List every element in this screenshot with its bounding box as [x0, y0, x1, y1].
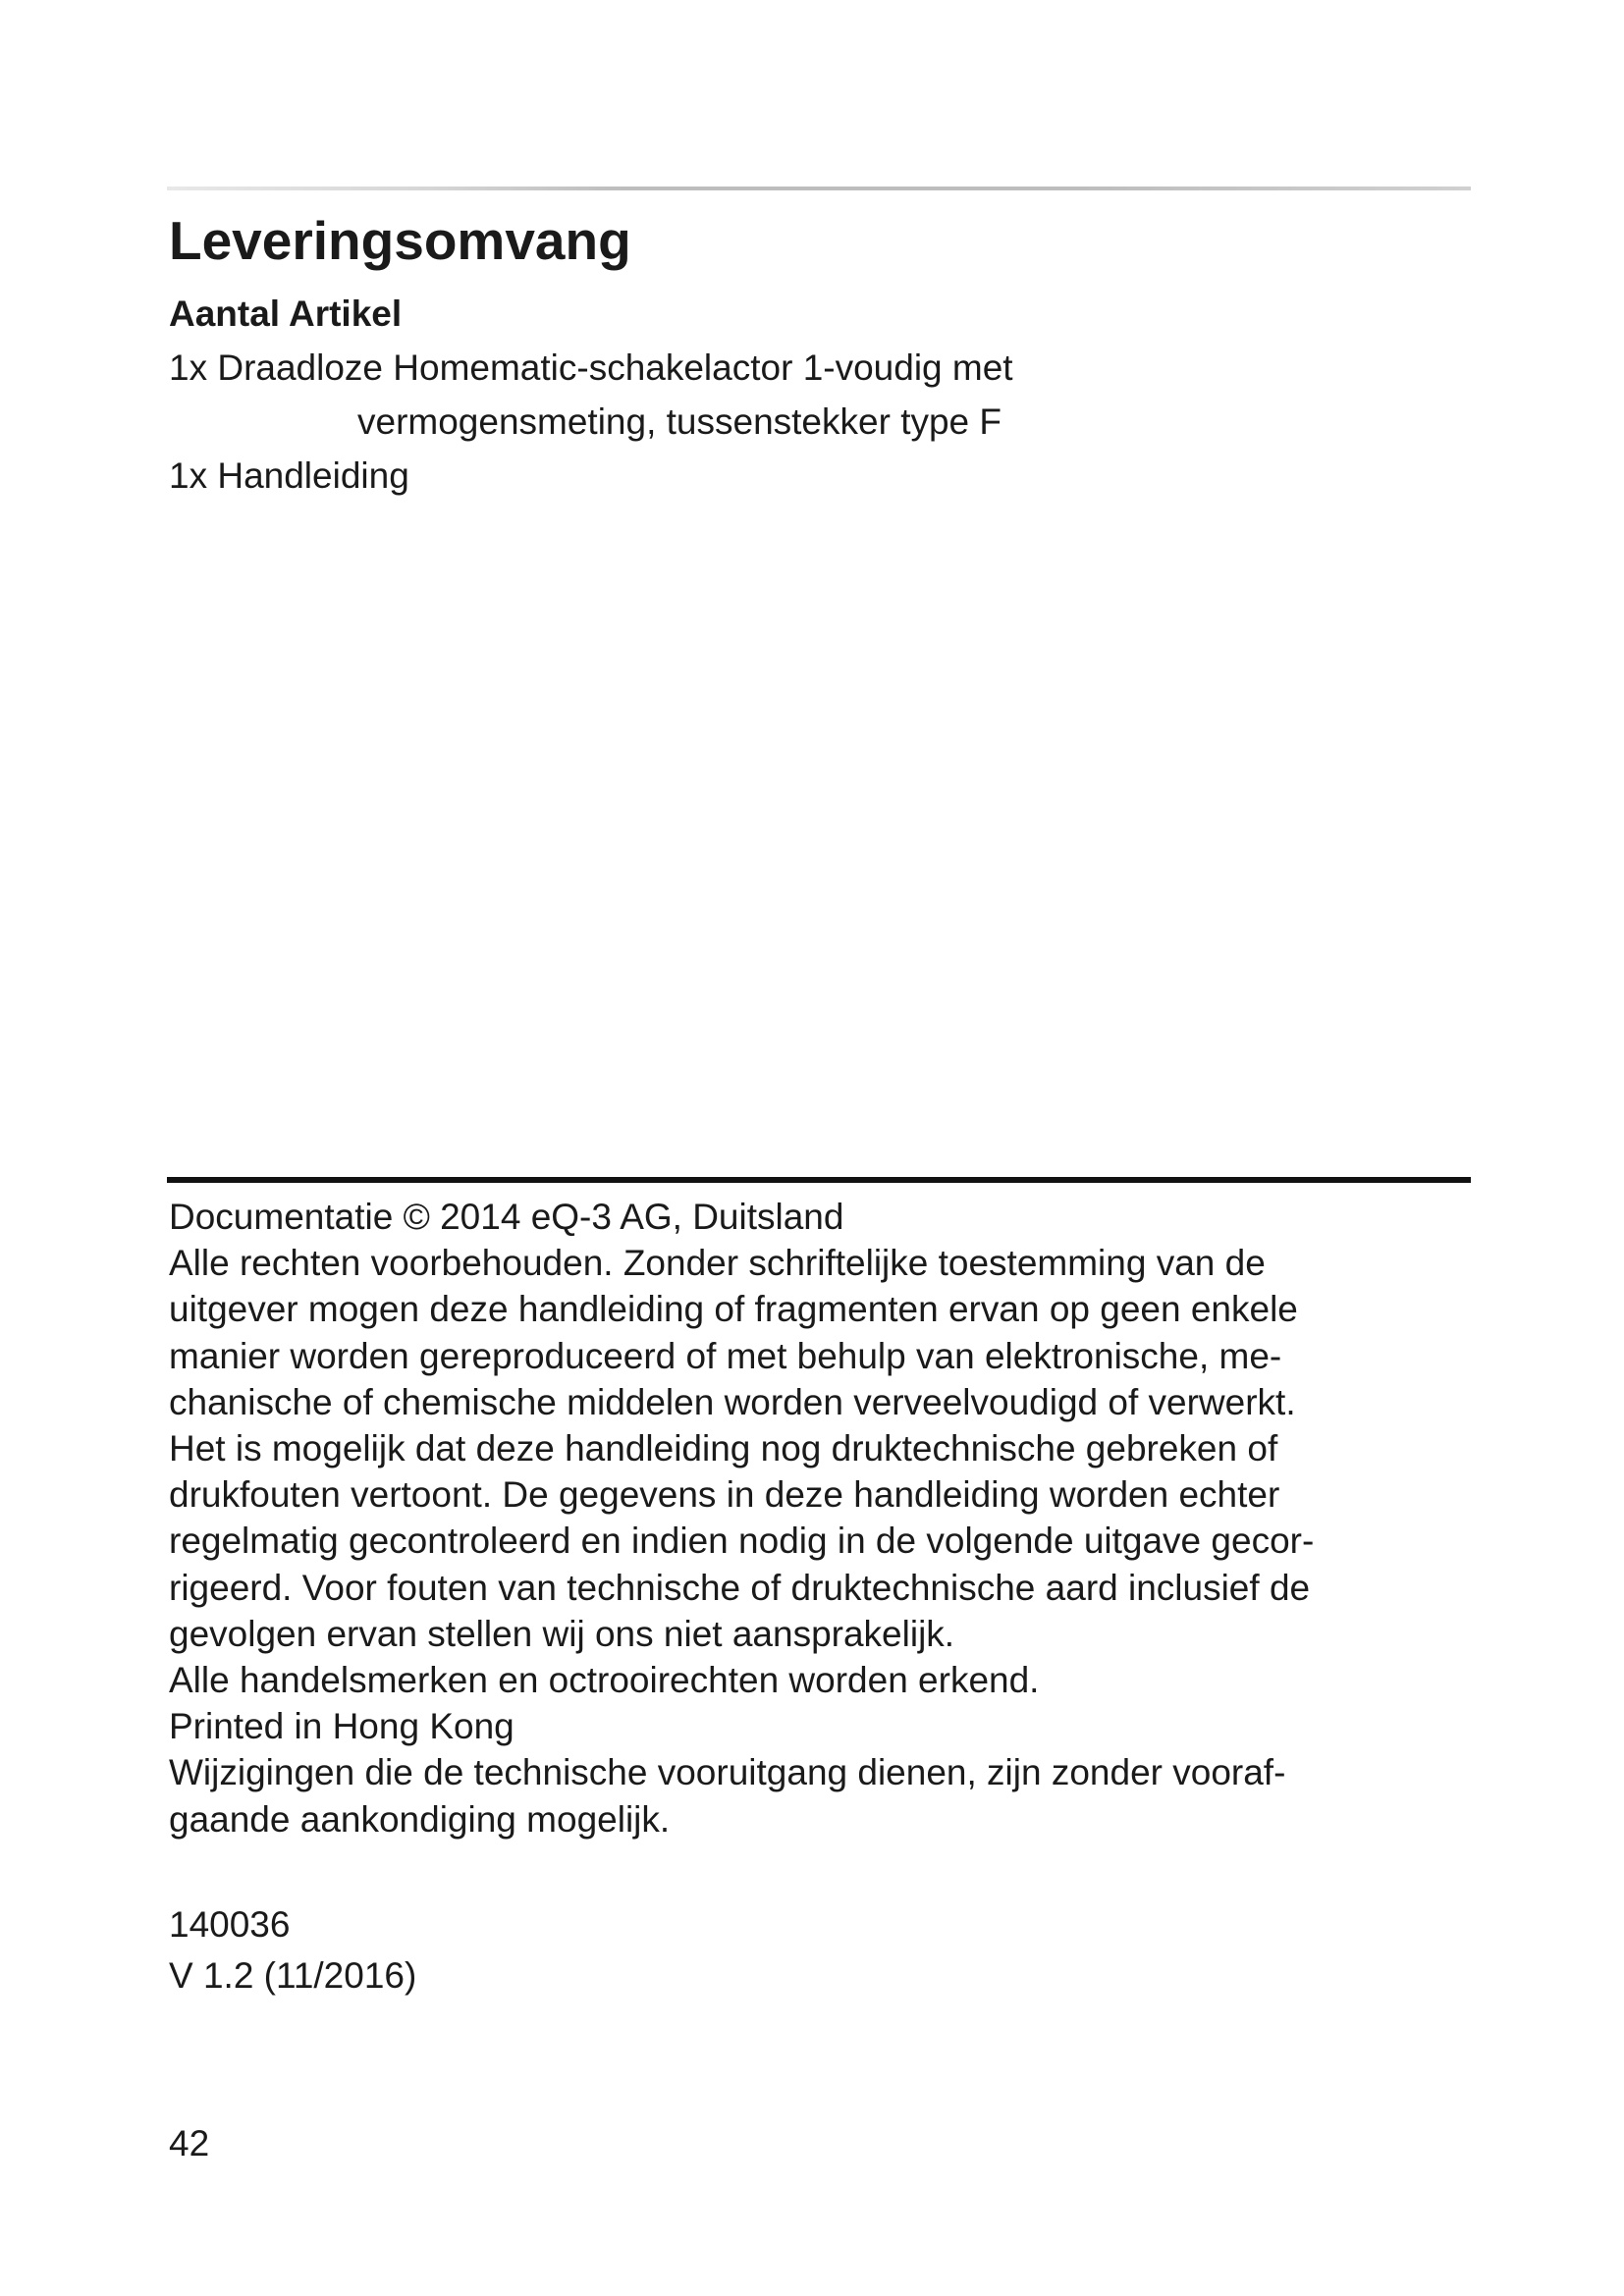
column-header: Aantal Artikel	[169, 294, 403, 334]
document-info	[169, 1899, 416, 2002]
legal-line: chanische of chemische middelen worden verveelvoudigd of verwerkt.	[169, 1381, 1296, 1422]
page-number: 42	[169, 2123, 210, 2163]
legal-line: uitgever mogen deze handleiding of fragmenten ervan op geen enkele	[169, 1289, 1298, 1330]
item-text: 1x Handleiding	[169, 455, 409, 496]
item-text-continuation: vermogensmeting, tussenstekker type F	[357, 401, 1002, 442]
version-label: V 1.2 (11/2016)	[169, 1955, 417, 1996]
top-divider	[167, 187, 1471, 190]
section-title: Leveringsomvang	[169, 210, 631, 271]
article-number: 140036	[169, 1904, 291, 1945]
item-text: 1x Draadloze Homematic-schakelactor 1-voudig met	[169, 347, 1013, 388]
copyright-line: Documentatie © 2014 eQ-3 AG, Duitsland	[169, 1197, 844, 1237]
legal-line: manier worden gereproduceerd of met behulp van elektronische, me-	[169, 1335, 1282, 1376]
legal-line: Het is mogelijk dat deze handleiding nog druktechnische gebreken of	[169, 1428, 1278, 1469]
legal-notice	[169, 1194, 1475, 1842]
trademark-line: Alle handelsmerken en octrooirechten worden erkend.	[169, 1660, 1040, 1701]
legal-line: rigeerd. Voor fouten van technische of druktechnische aard inclusief de	[169, 1567, 1311, 1608]
legal-line: gevolgen ervan stellen wij ons niet aansprakelijk.	[169, 1613, 955, 1654]
legal-line: Alle rechten voorbehouden. Zonder schriftelijke toestemming van de	[169, 1243, 1266, 1284]
printed-in-line: Printed in Hong Kong	[169, 1706, 514, 1747]
delivery-items-list	[169, 341, 1445, 503]
list-item	[169, 449, 1445, 503]
legal-line: gaande aankondiging mogelijk.	[169, 1798, 671, 1840]
legal-line: drukfouten vertoont. De gegevens in deze handleiding worden echter	[169, 1474, 1280, 1516]
legal-divider	[167, 1177, 1471, 1183]
legal-line: regelmatig gecontroleerd en indien nodig in de volgende uitgave gecor-	[169, 1521, 1315, 1562]
list-item	[169, 341, 1445, 449]
legal-line: Wijzigingen die de technische vooruitgang dienen, zijn zonder vooraf-	[169, 1752, 1286, 1793]
